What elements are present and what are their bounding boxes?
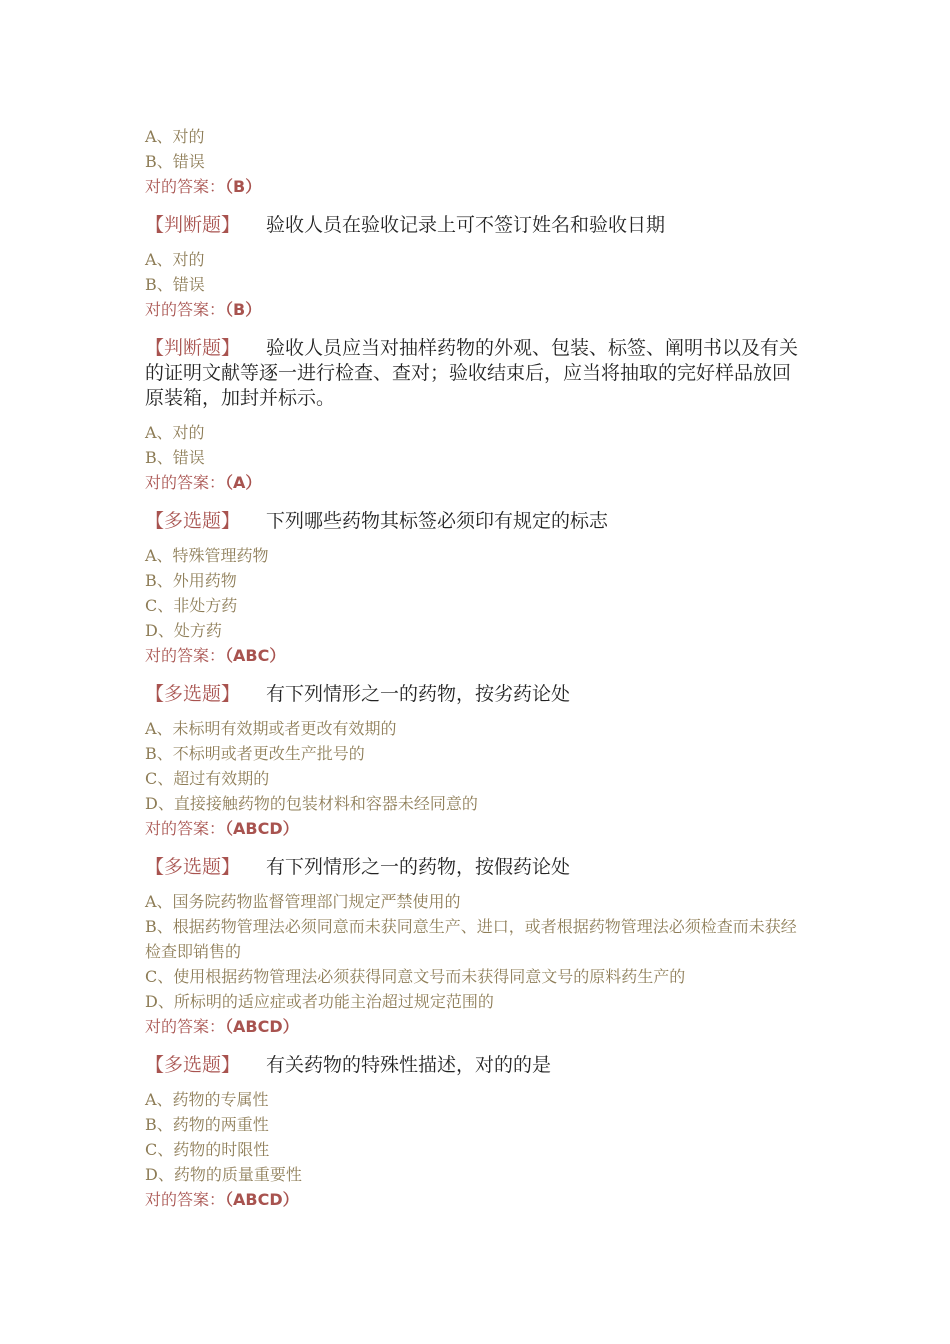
option: A、特殊管理药物 bbox=[145, 546, 269, 565]
question-type-tag: 【判断题】 bbox=[145, 214, 241, 236]
correct-answer bbox=[145, 470, 805, 495]
question-stem bbox=[145, 213, 805, 238]
question-stem bbox=[145, 682, 805, 707]
option: B、错误 bbox=[145, 152, 205, 171]
question-type-tag: 【多选题】 bbox=[145, 683, 241, 705]
option: A、对的 bbox=[145, 127, 205, 146]
option: A、国务院药物监督管理部门规定严禁使用的 bbox=[145, 892, 461, 911]
question-text: 验收人员在验收记录上可不签订姓名和验收日期 bbox=[266, 214, 666, 236]
answer-label: 对的答案： bbox=[145, 177, 226, 196]
question-stem bbox=[145, 509, 805, 534]
question-type-tag: 【多选题】 bbox=[145, 510, 241, 532]
option: A、药物的专属性 bbox=[145, 1090, 269, 1109]
answer-label: 对的答案： bbox=[145, 300, 226, 319]
question-1 bbox=[145, 213, 805, 322]
question-stem bbox=[145, 336, 805, 411]
option: B、错误 bbox=[145, 448, 205, 467]
option: C、非处方药 bbox=[145, 596, 238, 615]
option: D、直接接触药物的包装材料和容器未经同意的 bbox=[145, 794, 478, 813]
answer-value: （ABC） bbox=[225, 646, 286, 665]
question-text: 有下列情形之一的药物，按假药论处 bbox=[266, 856, 571, 878]
answer-value: （ABCD） bbox=[225, 819, 299, 838]
question-2 bbox=[145, 336, 805, 495]
answer-label: 对的答案： bbox=[145, 819, 226, 838]
option: A、未标明有效期或者更改有效期的 bbox=[145, 719, 397, 738]
question-6 bbox=[145, 1053, 805, 1212]
question-type-tag: 【多选题】 bbox=[145, 1054, 241, 1076]
question-type-tag: 【多选题】 bbox=[145, 856, 241, 878]
question-text: 下列哪些药物其标签必须印有规定的标志 bbox=[266, 510, 609, 532]
question-fragment bbox=[145, 124, 805, 199]
correct-answer bbox=[145, 643, 805, 668]
option: B、外用药物 bbox=[145, 571, 237, 590]
answer-label: 对的答案： bbox=[145, 1017, 226, 1036]
answer-label: 对的答案： bbox=[145, 473, 226, 492]
option: D、所标明的适应症或者功能主治超过规定范围的 bbox=[145, 992, 494, 1011]
option: C、使用根据药物管理法必须获得同意文号而未获得同意文号的原料药生产的 bbox=[145, 967, 686, 986]
question-stem bbox=[145, 1053, 805, 1078]
correct-answer bbox=[145, 816, 805, 841]
answer-value: （B） bbox=[225, 300, 262, 319]
question-3 bbox=[145, 509, 805, 668]
option: B、根据药物管理法必须同意而未获同意生产、进口，或者根据药物管理法必须检查而未获经检查即销售的 bbox=[145, 917, 797, 961]
question-text: 有关药物的特殊性描述，对的的是 bbox=[266, 1054, 552, 1076]
option: B、不标明或者更改生产批号的 bbox=[145, 744, 365, 763]
correct-answer bbox=[145, 1014, 805, 1039]
answer-value: （B） bbox=[225, 177, 262, 196]
question-text: 有下列情形之一的药物，按劣药论处 bbox=[266, 683, 571, 705]
quiz-page bbox=[145, 124, 805, 1212]
correct-answer bbox=[145, 1187, 805, 1212]
correct-answer bbox=[145, 297, 805, 322]
answer-label: 对的答案： bbox=[145, 646, 226, 665]
question-type-tag: 【判断题】 bbox=[145, 337, 241, 359]
answer-value: （ABCD） bbox=[225, 1017, 299, 1036]
option: D、处方药 bbox=[145, 621, 222, 640]
question-text: 验收人员应当对抽样药物的外观、包装、标签、阐明书以及有关的证明文献等逐一进行检查、查对；验收结束后，应当将抽取的完好样品放回原装箱，加封并标示。 bbox=[145, 337, 799, 409]
correct-answer bbox=[145, 174, 805, 199]
answer-value: （A） bbox=[225, 473, 262, 492]
option: C、超过有效期的 bbox=[145, 769, 270, 788]
question-stem bbox=[145, 855, 805, 880]
answer-value: （ABCD） bbox=[225, 1190, 299, 1209]
answer-label: 对的答案： bbox=[145, 1190, 226, 1209]
option: A、对的 bbox=[145, 250, 205, 269]
question-4 bbox=[145, 682, 805, 841]
question-5 bbox=[145, 855, 805, 1039]
option: B、错误 bbox=[145, 275, 205, 294]
option: A、对的 bbox=[145, 423, 205, 442]
option: D、药物的质量重要性 bbox=[145, 1165, 302, 1184]
option: B、药物的两重性 bbox=[145, 1115, 269, 1134]
option: C、药物的时限性 bbox=[145, 1140, 270, 1159]
